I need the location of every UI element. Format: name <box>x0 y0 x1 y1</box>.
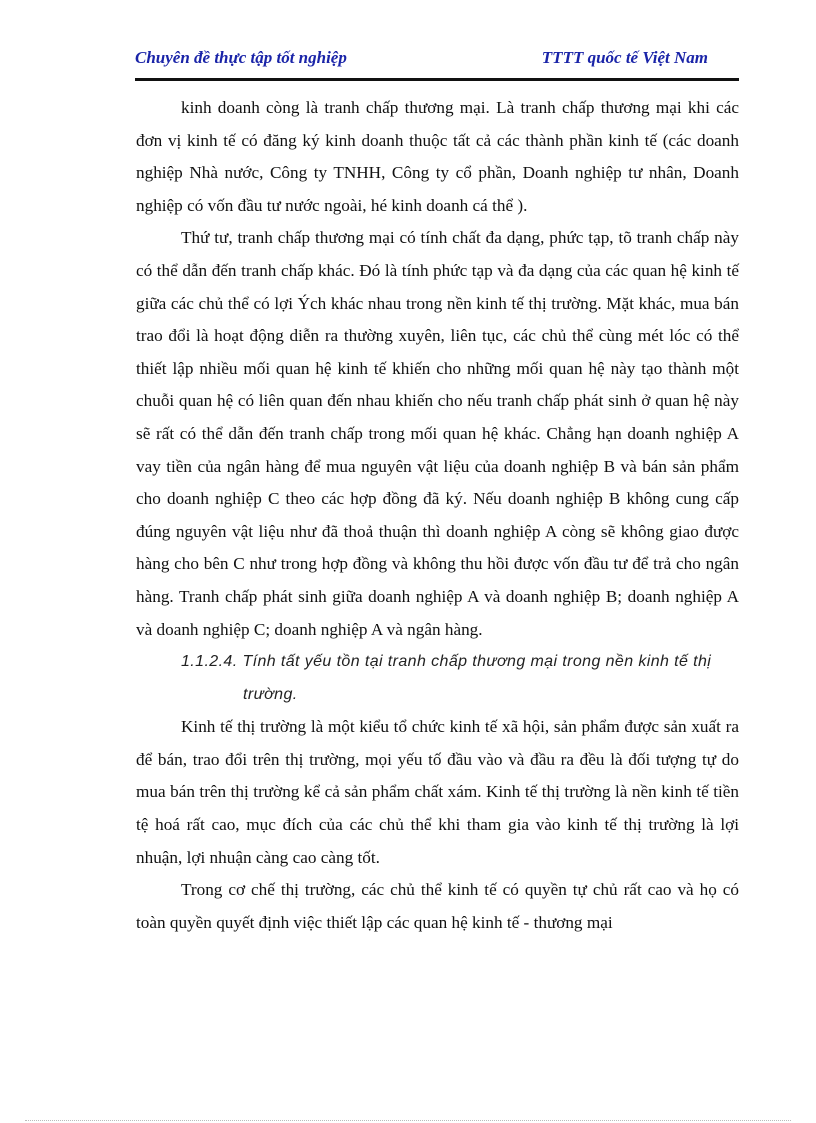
header-divider <box>135 78 739 81</box>
section-heading <box>136 646 739 711</box>
header-organization: TTTT quốc tế Việt Nam <box>541 48 708 67</box>
section-number: 1.1.2.4. <box>181 653 238 671</box>
paragraph-market-mechanism: Trong cơ chế thị trường, các chủ thể kinh tế có quyền tự chủ rất cao và họ có toàn quyền quyết định việc thiết lập các quan hệ kinh tế - thương mại <box>136 880 739 932</box>
section-title-line2: trường. <box>243 685 298 703</box>
header-document-title: Chuyên đề thực tập tốt nghiệp <box>135 48 347 67</box>
section-title-line1: Tính tất yếu tồn tại tranh chấp thương mại trong nền kinh tế thị <box>242 653 712 671</box>
paragraph-market-economy: Kinh tế thị trường là một kiểu tổ chức kinh tế xã hội, sản phẩm được sản xuất ra để bán, trao đổi trên thị trường, mọi yếu tố đầu vào và đầu ra đều là đối tượng tự do mua bán trên thị trường kể cả sản phẩm chất xám. Kinh tế thị trường là nền kinh tế tiền tệ hoá rất cao, mục đích của các chủ thể khi tham gia vào kinh tế thị trường là lợi nhuận, lợi nhuận càng cao càng tốt. <box>136 717 739 867</box>
document-body <box>136 92 739 939</box>
page-header <box>135 48 740 78</box>
paragraph-continuation: kinh doanh còng là tranh chấp thương mại. Là tranh chấp thương mại khi các đơn vị kinh tế có đăng ký kinh doanh thuộc tất cả các thành phần kinh tế (các doanh nghiệp Nhà nước, Công ty TNHH, Công ty cổ phần, Doanh nghiệp tư nhân, Doanh nghiệp có vốn đầu tư nước ngoài, hé kinh doanh cá thể ). <box>136 98 739 215</box>
paragraph-fourth-characteristic: Thứ tư, tranh chấp thương mại có tính chất đa dạng, phức tạp, tõ tranh chấp này có thể dẫn đến tranh chấp khác. Đó là tính phức tạp và đa dạng của các quan hệ kinh tế giữa các chủ thể có lợi Ých khác nhau trong nền kinh tế thị trường. Mặt khác, mua bán trao đổi là hoạt động diễn ra thường xuyên, liên tục, các chủ thể cùng mét lóc có thể thiết lập nhiều mối quan hệ kinh tế khiến cho những mối quan hệ này tạo thành một chuỗi quan hệ có liên quan đến nhau khiến cho nếu tranh chấp phát sinh ở quan hệ này sẽ rất có thể dẫn đến tranh chấp trong mối quan hệ khác. Chẳng hạn doanh nghiệp A vay tiền của ngân hàng để mua nguyên vật liệu của doanh nghiệp B và bán sản phẩm cho doanh nghiệp C theo các hợp đồng đã ký. Nếu doanh nghiệp B không cung cấp đúng nguyên vật liệu như đã thoả thuận thì doanh nghiệp A còng sẽ không giao được hàng cho bên C như trong hợp đồng và không thu hồi được vốn đầu tư để trả cho ngân hàng. Tranh chấp phát sinh giữa doanh nghiệp A và doanh nghiệp B; doanh nghiệp A và doanh nghiệp C; doanh nghiệp A và ngân hàng. <box>136 228 739 639</box>
footer-dotted-line <box>25 1120 791 1121</box>
